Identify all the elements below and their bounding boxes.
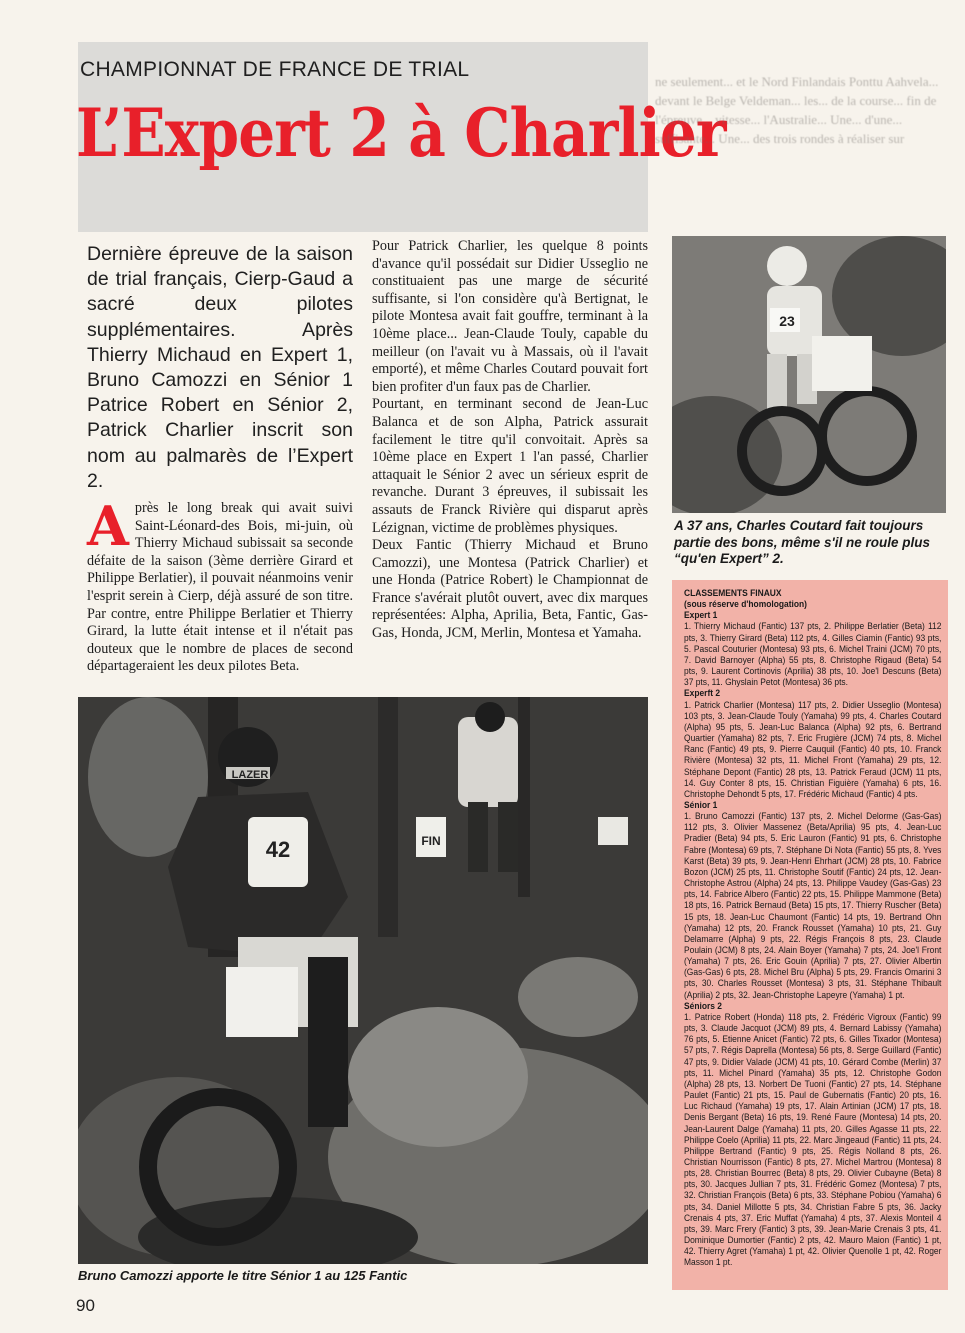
body-column-1 bbox=[87, 494, 353, 676]
body-paragraph: Deux Fantic (Thierry Michaud et Bruno Camozzi), une Montesa (Patrick Charlier) et une Honda (Patrice Robert) le Championnat de France s'avérait plutôt ouvert, avec dix marques représentées: Alpha, Aprilia, Beta, Fantic, Gas-Gas, Honda, JCM, Merlin, Montesa et Yamaha. bbox=[372, 537, 648, 642]
body-column-2 bbox=[372, 238, 648, 643]
page-number: 90 bbox=[76, 1296, 95, 1315]
photo-caption-coutard: A 37 ans, Charles Coutard fait toujours partie des bons, même s'il ne roule plus “qu'en Expert” 2. bbox=[674, 518, 931, 566]
intro-paragraph: Dernière épreuve de la saison de trial français, Cierp-Gaud a sacré deux pilotes supplémentaires. Après Thierry Michaud en Expert 1, Bruno Camozzi en Sénior 1 Patrice Robert en Sénior 2, Patrick Charlier inscrit son nom au palmarès de l’Expert 2. bbox=[87, 243, 353, 492]
standings-heading: Séniors 2 bbox=[684, 999, 722, 1011]
standings-heading: Expert 1 bbox=[684, 609, 718, 621]
rider-bib-number: 42 bbox=[265, 837, 291, 862]
photo-camozzi-rider bbox=[78, 697, 648, 1264]
standings-list: 1. Thierry Michaud (Fantic) 137 pts, 2. Philippe Berlatier (Beta) 112 pts, 3. Thierry Girard (Beta) 112 pts, 4. Gilles Ciamin (Fantic) 93 pts, 5. Pascal Couturier (Montesa) 93 pts, 6. Michel Traini (JCM) 70 pts, 7. David Barnoyer (Alpha) 55 pts, 8. Christophe Rigaud (Beta) 54 pts, 9. Laurent Cortinovis (Aprilia) 38 pts, 10. Joe'l Descuns (Beta) 37 pts, 11. Ghyslain Petot (Montesa) 36 pts. bbox=[684, 620, 942, 688]
rider-bib-number: 23 bbox=[779, 313, 795, 329]
drop-cap: A bbox=[87, 494, 129, 558]
standings-list: 1. Bruno Camozzi (Fantic) 137 pts, 2. Michel Delorme (Gas-Gas) 112 pts, 3. Olivier Massenez (Beta/Aprilia) 95 pts, 4. Jean-Luc Pradier (Beta) 94 pts, 5. Eric Lauron (Fantic) 91 pts, 6. Christophe Fabre (Montesa) 69 pts, 7. Stéphane Di Nota (Fantic) 55 pts, 8. Yves Karst (Beta) 39 pts, 9. Jean-Henri Ehrhart (JCM) 28 pts, 10. Fabrice Bozon (JCM) 25 pts, 11. Christophe Soutif (Fantic) 24 pts, 12. Jean-Christophe Astrou (Alpha) 24 pts, 13. Philippe Vaudey (Gas-Gas) 23 pts, 14. Fabrice Albero (Fantic) 22 pts, 15. Philippe Mammone (Beta) 18 pts, 16. Patrick Bernaud (Beta) 15 pts, 17. Thierry Ruscher (Beta) 15 pts, 18. Jean-Luc Chaumont (Fantic) 14 pts, 19. Bertrand Ohn (Yamaha) 12 pts, 20. Franck Rousset (Yamaha) 10 pts, 21. Guy Delamarre (Alpha) 9 pts, 22. Régis François 8 pts, 23. Claude Poulain (JCM) 8 pts, 24. Alain Boyer (Yamaha) 7 pts, 24. Joe'l Front (Yamaha) 7 pts, 26. Eric Gouin (Aprilia) 7 pts, 27. Olivier Albertin (Gas-Gas) 6 pts, 28. Michel Bru (Alpha) 5 pts, 29. Francis Omarini 3 pts, 30. Charles Rousset (Montesa) 3 pts, 31. Stéphane Thibault (Aprilia) 2 pts, 32. Jean-Christophe Lapeyre (Yamaha) 1 pt. bbox=[684, 810, 942, 1000]
final-standings-box bbox=[672, 580, 948, 1290]
photo-caption-camozzi: Bruno Camozzi apporte le titre Sénior 1 au 125 Fantic bbox=[78, 1268, 408, 1283]
body-column-1-text: près le long break qui avait suivi Saint-Léonard-des Bois, mi-juin, où Thierry Michaud subissait sa seconde défaite de la saison (3ème derrière Girard et Philippe Berlatier), il pouvait néanmoins venir l'esprit serein à Cierp, déjà assuré de son titre. Par contre, entre Philippe Berlatier et Thierry Girard, la lutte était intense et il n'était pas douteux que le nombre de places de second départageraient les deux pilotes Beta. bbox=[87, 500, 353, 675]
standings-subtitle: (sous réserve d'homologation) bbox=[684, 598, 807, 610]
rider-photo-illustration bbox=[78, 697, 648, 1264]
body-paragraph: Pour Patrick Charlier, les quelque 8 points d'avance qu'il possédait sur Didier Usseglio ne constituaient pas une marge de sécurité suffisante, si l'on considère qu'à Bertignat, le pilote Montesa avait fait gouffre, terminant à la 10ème place... Jean-Claude Touly, capable du meilleur (on l'avait vu à Massais, où il l'avait emporté), et même Charles Coutard pouvait fort bien profiter d'un faux pas de Charlier. bbox=[372, 238, 648, 395]
final-standings-text bbox=[684, 587, 941, 1268]
rider-photo-illustration bbox=[672, 236, 946, 513]
standings-list: 1. Patrice Robert (Honda) 118 pts, 2. Frédéric Vigroux (Fantic) 99 pts, 3. Claude Jacquot (JCM) 89 pts, 4. Bernard Labissy (Yamaha) 76 pts, 5. Etienne Anicet (Fantic) 72 pts, 6. Gilles Tixador (Montesa) 57 pts, 7. Régis Daprella (Montesa) 56 pts, 8. Serge Guillard (Fantic) 47 pts, 9. Didier Valade (JCM) 41 pts, 10. Gérard Combe (Merlin) 37 pts, 11. Michel Pinard (Yamaha) 35 pts, 12. Christophe Godon (Alpha) 28 pts, 13. Norbert De Tuoni (Fantic) 27 pts, 14. Stéphane Paulet (Fantic) 21 pts, 15. Paul de Gubernatis (Fantic) 20 pts, 16. Luc Richaud (Yamaha) 19 pts, 17. Alain Artinian (JCM) 17 pts, 18. Denis Bergant (Beta) 16 pts, 19. René Faure (Montesa) 14 pts, 20. Jean-Laurent Dalge (Yamaha) 11 pts, 20. Gilles Agasse 11 pts, 22. Philippe Coelo (Aprilia) 11 pts, 22. Marc Jingeaud (Fantic) 11 pts, 24. Philippe Bertrand (Fantic) 9 pts, 25. Régis Nolland 8 pts, 26. Christian Nourrisson (Fantic) 8 pts, 27. Michel Martrou (Montesa) 8 pts, 28. Christian Bourrec (Beta) 8 pts, 29. Olivier Cubayne (Beta) 8 pts, 30. Jacques Jullian 7 pts, 31. Frédéric Gomez (Montesa) 7 pts, 32. Christian François (Beta) 6 pts, 33. Stéphane Pobiou (Yamaha) 6 pts, 34. Daniel Millotte 5 pts, 34. Christian Fabre 5 pts, 36. Jacky Crenais 4 pts, 37. Eric Muffat (Yamaha) 4 pts, 37. Alexis Monteil 4 pts, 39. Marc Frery (Fantic) 3 pts, 39. Jean-Marie Crenais 3 pts, 41. Dominique Dumortier (Fantic) 2 pts, 42. Mauro Maion (Fantic) 1 pt, 42. Thierry Agret (Yamaha) 1 pt, 42. Olivier Quenolle 1 pt, 42. Roger Masson 1 pt. bbox=[684, 1010, 942, 1268]
bleed-through-text: ne seulement... et le Nord Finlandais Ponttu Aahvela... devant le Belge Veldeman... les... de la course... fin de l'épreuve... vitesse... l'Australie... Une... d'une... suffisante... Une... des trois rondes à réaliser sur bbox=[655, 74, 939, 146]
body-paragraph: Pourtant, en terminant second de Jean-Luc Balanca et de son Alpha, Patrick assurait facilement le titre qu'il convoitait. Après sa 10ème place en Expert 1 l'an passé, Charlier attaquait le Sénior 2 avec un sérieux esprit de revanche. Durant 3 épreuves, il subissait les assauts de Franck Rivière qui disparut après Lézignan, victime de problèmes physiques. bbox=[372, 396, 648, 536]
photo-coutard-rider bbox=[672, 236, 946, 513]
standings-heading: Experft 2 bbox=[684, 687, 721, 699]
section-end-sign: FIN bbox=[421, 834, 441, 848]
standings-heading: Sénior 1 bbox=[684, 798, 718, 810]
article-headline: L’Expert 2 à Charlier bbox=[76, 94, 726, 172]
section-kicker: CHAMPIONNAT DE FRANCE DE TRIAL bbox=[80, 58, 470, 81]
standings-title: CLASSEMENTS FINAUX bbox=[684, 587, 782, 598]
standings-list: 1. Patrick Charlier (Montesa) 117 pts, 2. Didier Usseglio (Montesa) 103 pts, 3. Jean-Claude Touly (Yamaha) 99 pts, 4. Charles Coutard (Alpha) 95 pts, 5. Jean-Luc Balanca (Alpha) 92 pts, 6. Bertrand Quartier (Yamaha) 82 pts, 7. Eric Frugière (JCM) 74 pts, 8. Michel Ranc (Fantic) 49 pts, 9. Pierre Cauquil (Fantic) 40 pts, 10. Franck Rivière (Montesa) 32 pts, 11. Michel Front (Yamaha) 29 pts, 12. Stéphane Depont (Fantic) 28 pts, 13. Patrick Feraud (JCM) 11 pts, 14. Guy Conter 8 pts, 15. Christian Figuière (Yamaha) 6 pts, 16. Christophe Dehondt 5 pts, 17. Frédéric Michaud (Fantic) 4 pts. bbox=[684, 698, 942, 799]
helmet-brand-label: LAZER bbox=[231, 769, 269, 781]
